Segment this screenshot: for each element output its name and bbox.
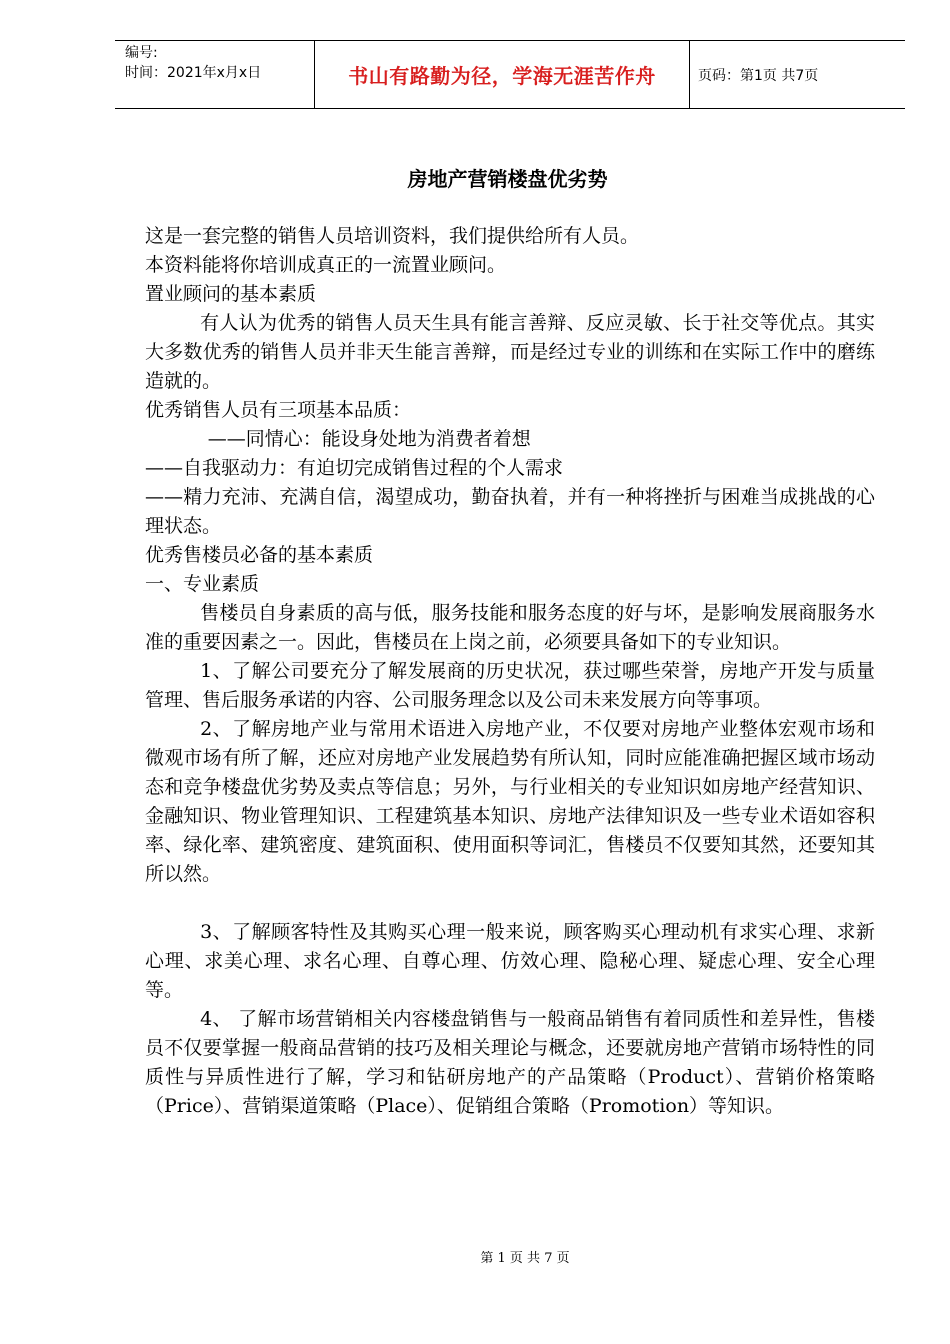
section-heading: 一、专业素质: [145, 573, 260, 595]
document-header: [115, 40, 905, 109]
header-page-info: 页码：第1页 共7页: [698, 67, 819, 84]
paragraph: 3、了解顾客特性及其购买心理一般来说，顾客购买心理动机有求实心理、求新心理、求美心理、求名心理、自尊心理、仿效心理、隐秘心理、疑虑心理、安全心理等。: [145, 921, 875, 1001]
list-item: ——精力充沛、充满自信，渴望成功，勤奋执着，并有一种将挫折与困难当成挑战的心理状态。: [145, 486, 875, 537]
paragraph: 有人认为优秀的销售人员天生具有能言善辩、反应灵敏、长于社交等优点。其实大多数优秀的销售人员并非天生能言善辩，而是经过专业的训练和在实际工作中的磨练造就的。: [145, 312, 875, 392]
paragraph: 这是一套完整的销售人员培训资料，我们提供给所有人员。: [145, 225, 640, 247]
section-heading: 优秀售楼员必备的基本素质: [145, 544, 374, 566]
section-heading: 置业顾问的基本素质: [145, 283, 317, 305]
paragraph: 本资料能将你培训成真正的一流置业顾问。: [145, 254, 507, 276]
paragraph: 售楼员自身素质的高与低，服务技能和服务态度的好与坏，是影响发展商服务水准的重要因素之一。因此，售楼员在上岗之前，必须要具备如下的专业知识。: [145, 602, 875, 653]
document-title: 房地产营销楼盘优劣势: [407, 167, 608, 191]
paragraph: 优秀销售人员有三项基本品质：: [145, 399, 412, 421]
document-body: [145, 222, 875, 1121]
paragraph: 4、 了解市场营销相关内容楼盘销售与一般商品销售有着同质性和差异性，售楼员不仅要掌握一般商品营销的技巧及相关理论与概念，还要就房地产营销市场特性的同质性与异质性进行了解，学习和钻研房地产的产品策略（Product）、营销价格策略（Price）、营销渠道策略（Place）、促销组合策略（Promotion）等知识。: [145, 1008, 875, 1117]
paragraph: 2、了解房地产业与常用术语进入房地产业，不仅要对房地产业整体宏观市场和微观市场有所了解，还应对房地产业发展趋势有所认知，同时应能准确把握区域市场动态和竞争楼盘优劣势及卖点等信息；另外，与行业相关的专业知识如房地产经营知识、金融知识、物业管理知识、工程建筑基本知识、房地产法律知识及一些专业术语如容积率、绿化率、建筑密度、建筑面积、使用面积等词汇，售楼员不仅要知其然，还要知其所以然。: [145, 718, 875, 885]
header-meta: [115, 41, 315, 108]
paragraph: 1、了解公司要充分了解发展商的历史状况，获过哪些荣誉，房地产开发与质量管理、售后服务承诺的内容、公司服务理念以及公司未来发展方向等事项。: [145, 660, 875, 711]
page-footer: 第 1 页 共 7 页: [480, 1251, 570, 1266]
header-motto: 书山有路勤为径，学海无涯苦作舟: [315, 41, 690, 108]
time-label: 时间：2021年x月x日: [125, 65, 262, 81]
code-label: 编号:: [125, 45, 158, 61]
list-item: ——同情心：能设身处地为消费者着想: [207, 428, 531, 450]
list-item: ——自我驱动力：有迫切完成销售过程的个人需求: [145, 457, 564, 479]
